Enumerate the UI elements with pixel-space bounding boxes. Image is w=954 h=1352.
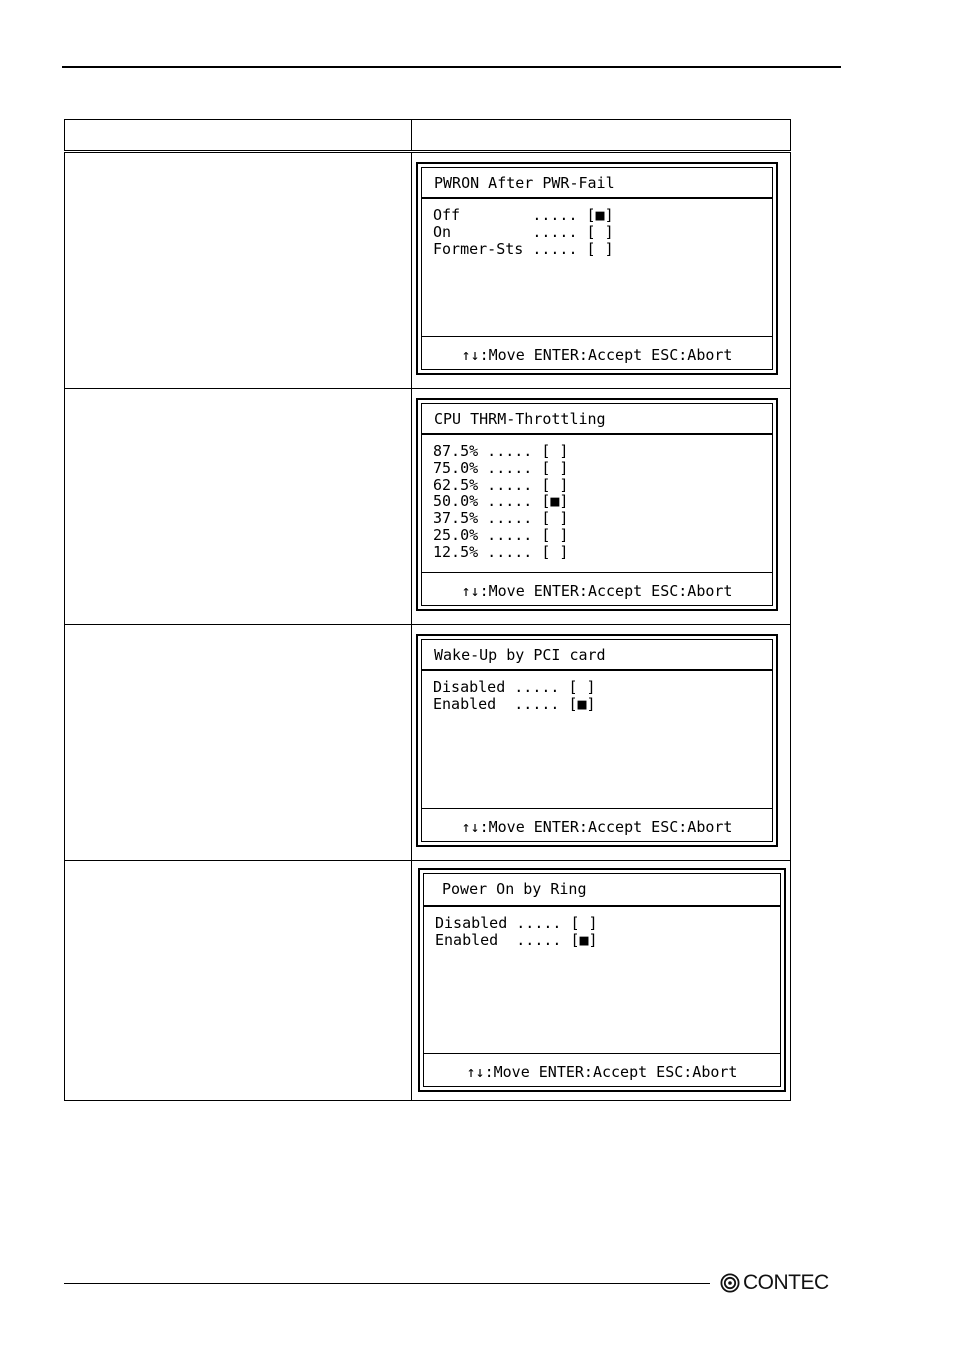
contec-logo-icon [720,1273,740,1293]
title-divider [424,905,780,907]
header-cell-item [65,120,412,152]
contec-logo [720,1270,829,1296]
title-divider [422,197,772,199]
footer-rule [64,1283,710,1284]
key-help-footer: ↑↓:Move ENTER:Accept ESC:Abort [461,818,733,836]
bios-dialog-wake-up-pci [416,634,778,847]
table-header-row [65,120,791,152]
screen-cell [412,152,791,389]
option-disabled[interactable]: Disabled ..... [ ] [435,914,598,932]
option-disabled[interactable]: Disabled ..... [ ] [433,678,596,696]
header-rule [62,66,841,68]
option-37-5[interactable]: 37.5% ..... [ ] [433,509,569,528]
key-help-footer: ↑↓:Move ENTER:Accept ESC:Abort [461,582,733,600]
option-off[interactable]: Off ..... [■] [433,206,614,224]
option-enabled[interactable]: Enabled ..... [■] [433,694,596,713]
bios-dialog-power-on-ring [418,868,786,1092]
key-help-footer: ↑↓:Move ENTER:Accept ESC:Abort [461,346,733,364]
screen-cell [412,389,791,625]
bios-dialog-title: Wake-Up by PCI card [434,646,606,664]
footer-divider [422,808,772,810]
bios-dialog-title: PWRON After PWR-Fail [434,174,615,192]
option-75-0[interactable]: 75.0% ..... [ ] [433,458,569,477]
bios-dialog-frame [421,167,773,370]
table-row [65,152,791,389]
option-list [435,915,598,949]
description-cell [65,389,412,625]
option-list [433,679,596,713]
bios-dialog-pwron [416,162,778,375]
option-list [433,207,614,257]
bios-dialog-frame [421,403,773,606]
bios-dialog-title: Power On by Ring [442,880,587,898]
bios-dialog-title: CPU THRM-Throttling [434,410,606,428]
footer-divider [422,572,772,574]
description-cell [65,861,412,1101]
settings-table [64,119,791,1101]
table-row [65,861,791,1101]
title-divider [422,433,772,435]
bios-dialog-cpu-throttling [416,398,778,611]
table-row [65,389,791,625]
option-12-5[interactable]: 12.5% ..... [ ] [433,542,569,561]
option-62-5[interactable]: 62.5% ..... [ ] [433,475,569,494]
screen-cell [412,861,791,1101]
title-divider [422,669,772,671]
contec-logo-text: CONTEC [743,1271,829,1294]
description-cell [65,625,412,861]
table-row [65,625,791,861]
option-former-sts[interactable]: Former-Sts ..... [ ] [433,239,614,258]
description-cell [65,152,412,389]
option-on[interactable]: On ..... [ ] [433,222,614,241]
option-87-5[interactable]: 87.5% ..... [ ] [433,442,569,460]
bios-dialog-frame [423,873,781,1087]
option-list [433,443,568,561]
option-25-0[interactable]: 25.0% ..... [ ] [433,525,569,544]
option-50-0[interactable]: 50.0% ..... [■] [433,492,569,511]
screen-cell [412,625,791,861]
key-help-footer: ↑↓:Move ENTER:Accept ESC:Abort [466,1063,738,1081]
footer-divider [422,336,772,338]
header-cell-screen [412,120,791,152]
option-enabled[interactable]: Enabled ..... [■] [435,930,598,949]
bios-dialog-frame [421,639,773,842]
footer-divider [424,1053,780,1055]
